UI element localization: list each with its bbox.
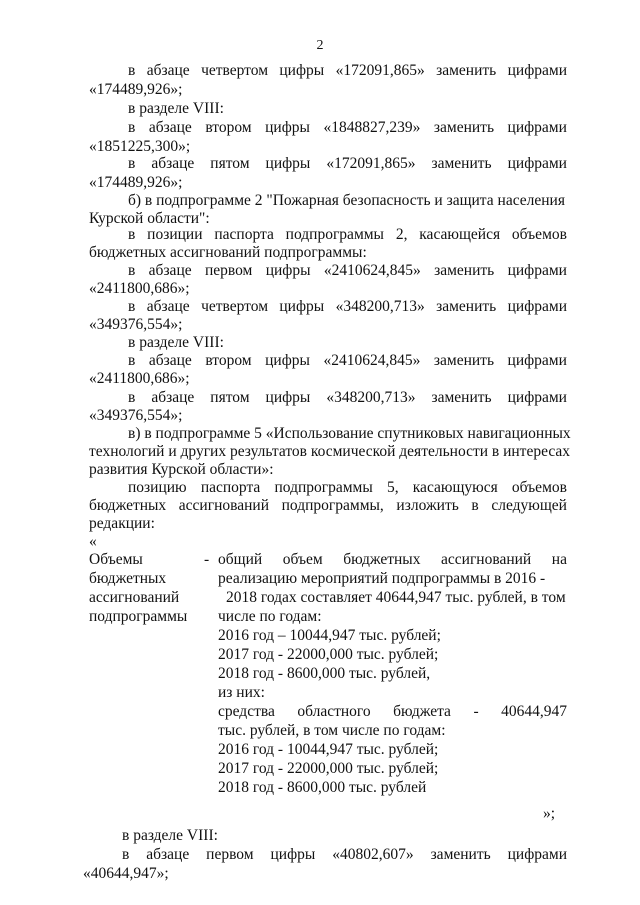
passport-value-line: общий объем бюджетных ассигнований на: [218, 551, 567, 568]
close-quote: »;: [543, 805, 556, 822]
passport-value-line: числе по годам:: [218, 608, 322, 625]
paragraph-line: бюджетных ассигнований подпрограммы:: [89, 244, 367, 261]
passport-value-line: 2016 год - 10044,947 тыс. рублей;: [218, 741, 439, 758]
passport-value-line: из них:: [218, 684, 265, 701]
passport-value-line: 2016 год – 10044,947 тыс. рублей;: [218, 627, 441, 644]
passport-label: бюджетных: [89, 570, 167, 587]
paragraph-line: позицию паспорта подпрограммы 5, касающуюся объемов: [128, 479, 567, 496]
paragraph-line: «349376,554»;: [89, 407, 183, 424]
section-heading: в разделе VIII:: [122, 827, 218, 844]
paragraph-line: «2411800,686»;: [89, 280, 190, 297]
paragraph-line: в абзаце первом цифры «40802,607» заменить цифрами: [122, 846, 567, 863]
paragraph-line: редакции:: [89, 515, 155, 532]
passport-value-line: 2018 год - 8600,000 тыс. рублей,: [218, 665, 431, 682]
paragraph-line: бюджетных ассигнований подпрограммы, изложить в следующей: [89, 497, 567, 514]
paragraph-line: в абзаце первом цифры «2410624,845» заменить цифрами: [128, 262, 567, 279]
paragraph-line: «174489,926»;: [89, 174, 183, 191]
paragraph-line: «349376,554»;: [89, 316, 183, 333]
passport-value-line: 2018 годах составляет 40644,947 тыс. рублей, в том: [226, 589, 566, 606]
open-quote: «: [89, 533, 97, 550]
paragraph-line: технологий и других результатов космической деятельности в интересах: [89, 443, 571, 460]
paragraph-line: «2411800,686»;: [89, 370, 190, 387]
paragraph-line: развития Курской области»:: [89, 461, 274, 478]
paragraph-line: в абзаце четвертом цифры «348200,713» заменить цифрами: [128, 298, 567, 315]
paragraph-line: «174489,926»;: [89, 81, 183, 98]
paragraph-line: «1851225,300»;: [89, 138, 191, 155]
passport-value-line: средства областного бюджета - 40644,947: [218, 703, 567, 720]
section-heading: в разделе VIII:: [128, 100, 224, 117]
section-heading: в разделе VIII:: [128, 334, 224, 351]
paragraph-line: в позиции паспорта подпрограммы 2, касающейся объемов: [128, 226, 567, 243]
passport-label: Объемы: [89, 551, 143, 568]
paragraph-line: в абзаце втором цифры «2410624,845» заменить цифрами: [128, 352, 567, 369]
paragraph-line: б) в подпрограмме 2 "Пожарная безопасность и защита населения: [128, 192, 565, 209]
paragraph-line: в абзаце пятом цифры «348200,713» заменить цифрами: [128, 389, 567, 406]
passport-value-line: тыс. рублей, в том числе по годам:: [218, 722, 446, 739]
paragraph-line: в абзаце втором цифры «1848827,239» заменить цифрами: [128, 119, 567, 136]
paragraph-line: Курской области":: [89, 210, 210, 227]
paragraph-line: «40644,947»;: [83, 865, 169, 882]
passport-value-line: 2017 год - 22000,000 тыс. рублей;: [218, 646, 439, 663]
passport-value-line: реализацию мероприятий подпрограммы в 2016 -: [218, 570, 546, 587]
paragraph-line: в) в подпрограмме 5 «Использование спутниковых навигационных: [128, 425, 571, 442]
paragraph-line: в абзаце пятом цифры «172091,865» заменить цифрами: [128, 155, 567, 172]
passport-dash: -: [204, 551, 210, 568]
paragraph-line: в абзаце четвертом цифры «172091,865» заменить цифрами: [128, 62, 567, 79]
passport-label: подпрограммы: [89, 608, 188, 625]
passport-value-line: 2017 год - 22000,000 тыс. рублей;: [218, 760, 439, 777]
passport-label: ассигнований: [89, 589, 180, 606]
passport-value-line: 2018 год - 8600,000 тыс. рублей: [218, 779, 427, 796]
page-number: 2: [316, 38, 324, 53]
